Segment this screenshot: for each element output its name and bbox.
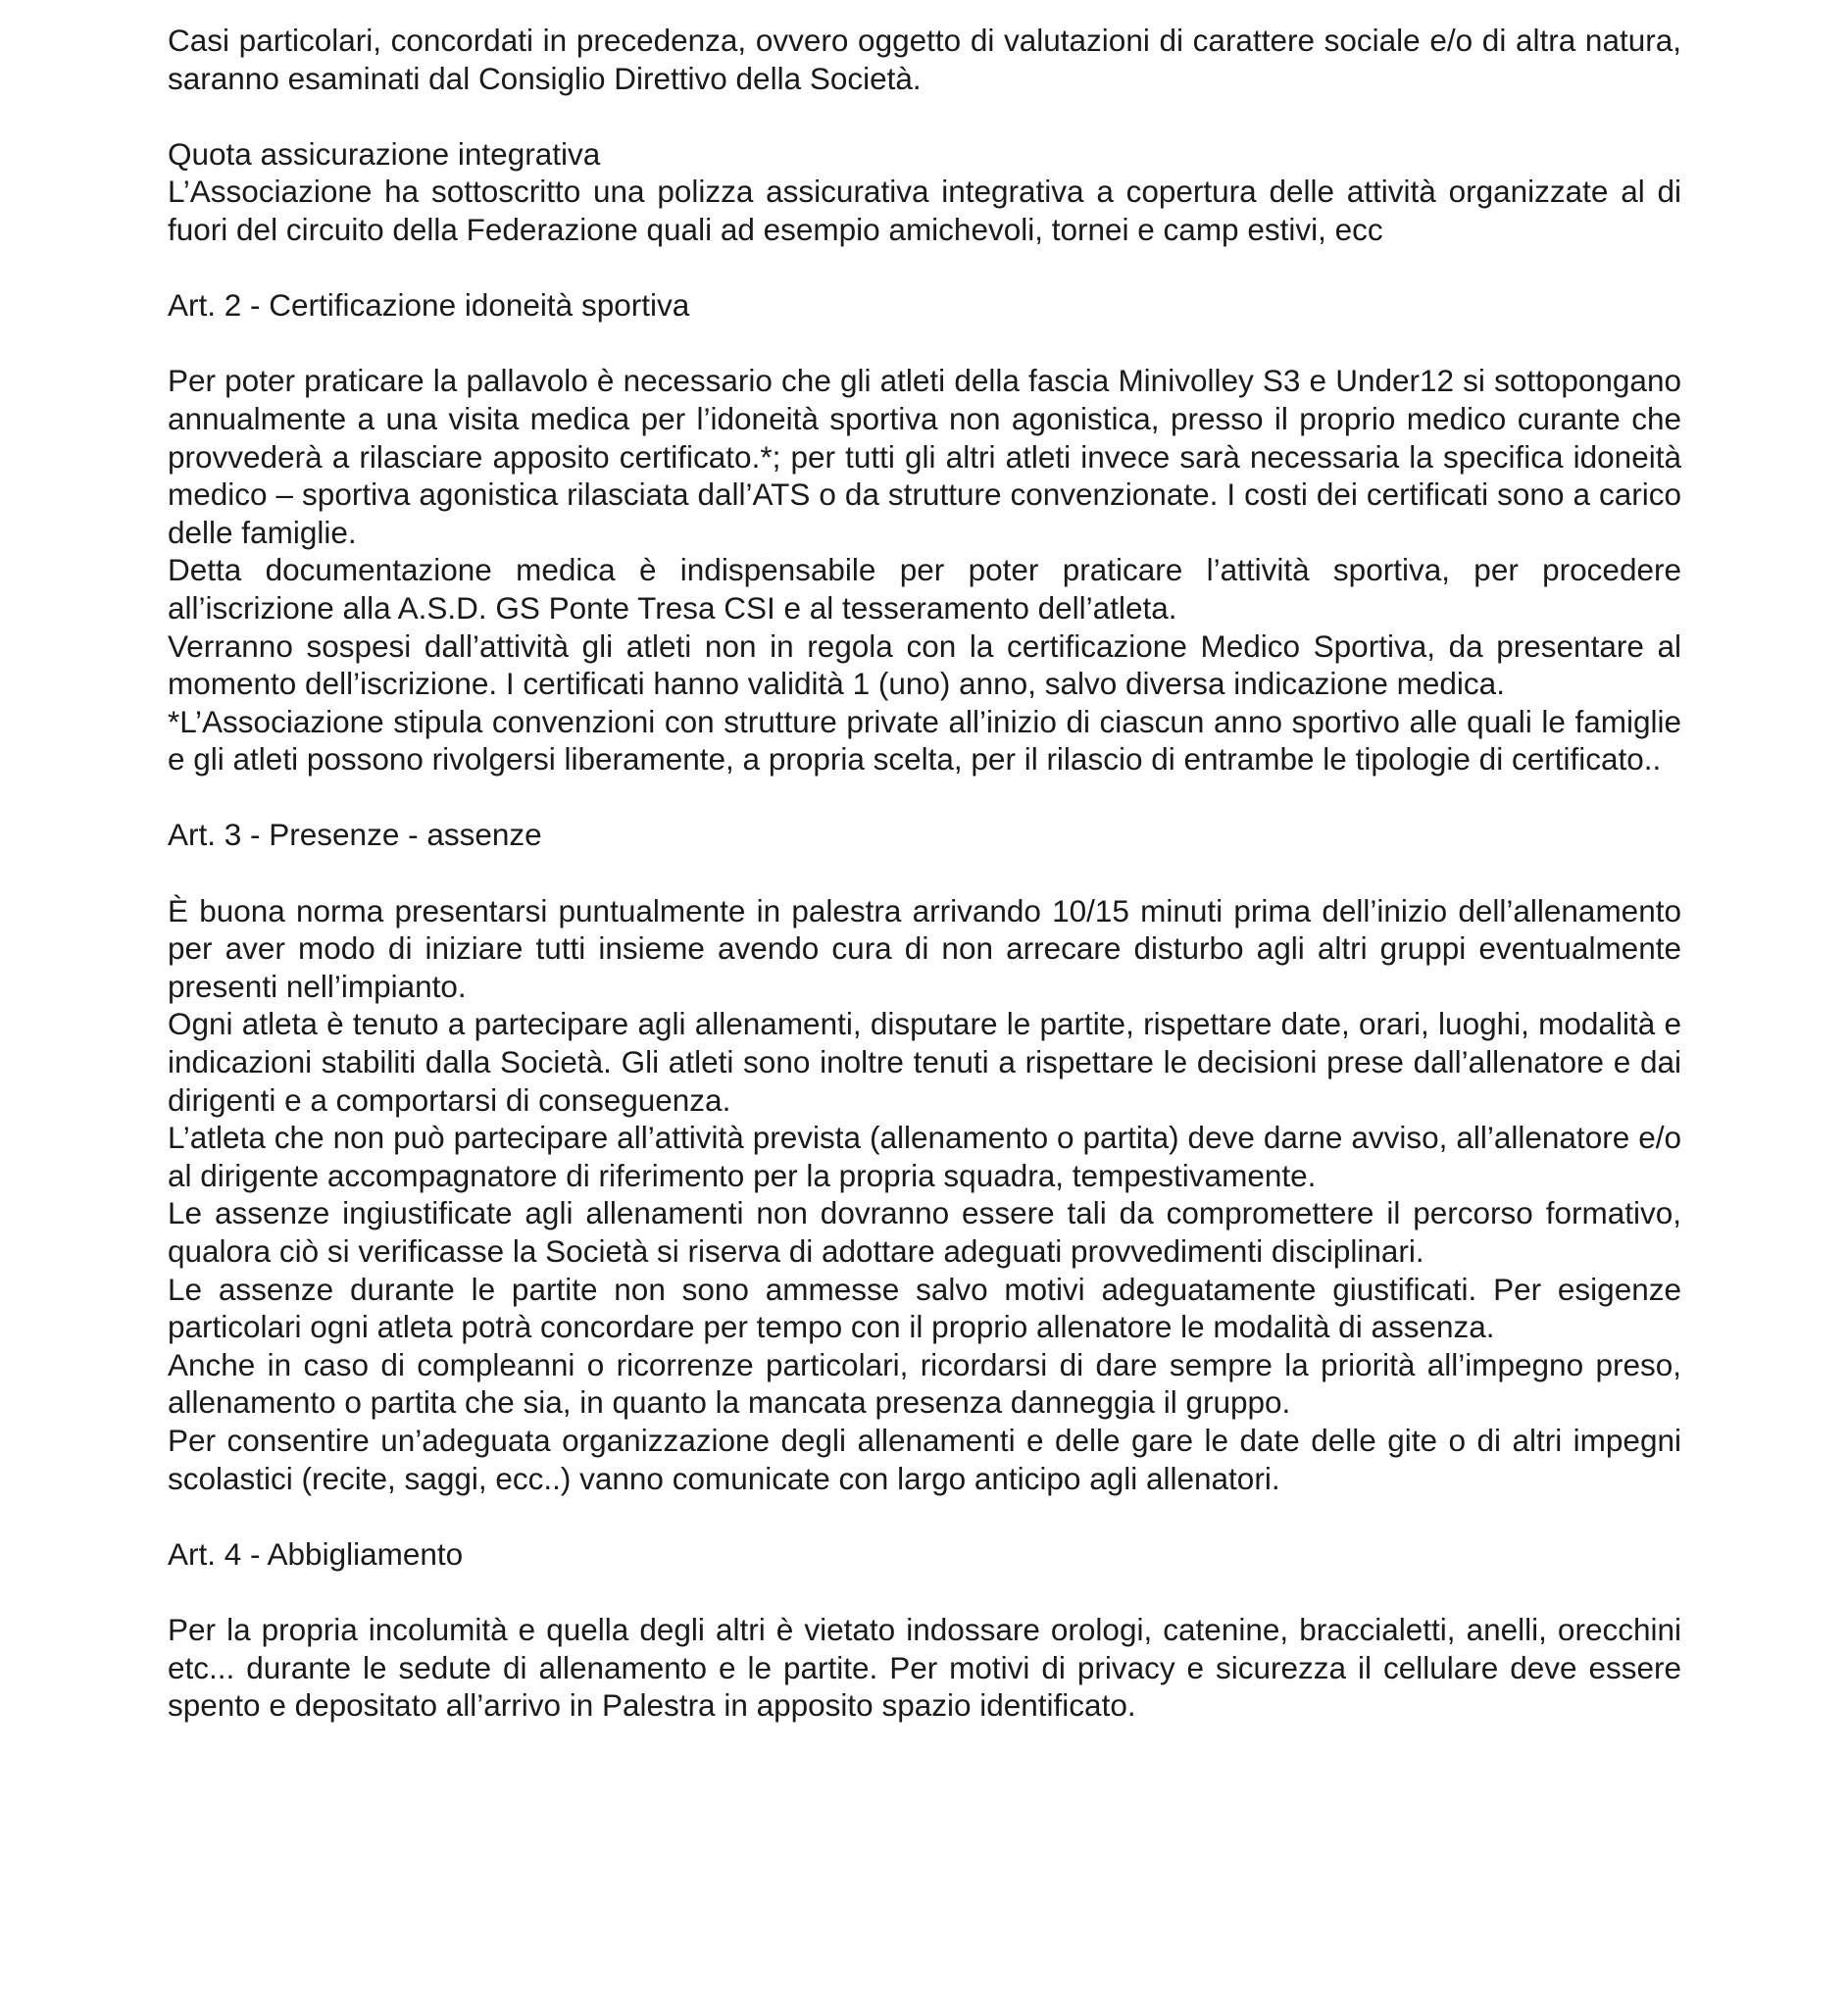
spacer [168,1573,1681,1611]
art2-heading: Art. 2 - Certificazione idoneità sportiva [168,287,690,324]
art3-paragraph-5: Le assenze durante le partite non sono ammesse salvo motivi adeguatamente giustificati. Per esigenze particolari ogni atleta potrà concordare per tempo con il proprio allenatore le modalità di assenza. [168,1271,1681,1345]
art2-paragraph-1: Per poter praticare la pallavolo è necessario che gli atleti della fascia Minivolley S3 e Under12 si sottopongano annualmente a una visita medica per l’idoneità sportiva non agonistica, presso il proprio medico curante che provvederà a rilasciare apposito certificato.*; per tutti gli altri atleti invece sarà necessaria la specifica idoneità medico – sportiva agonistica rilasciata dall’ATS o da strutture convenzionate. I costi dei certificati sono a carico delle famiglie. [168,363,1681,550]
spacer [168,325,1681,363]
art3-paragraph-4: Le assenze ingiustificate agli allenamenti non dovranno essere tali da compromettere il percorso formativo, qualora ciò si verificasse la Società si riserva di adottare adeguati provvedimenti disciplinari. [168,1195,1681,1269]
insurance-heading: Quota assicurazione integrativa [168,135,601,172]
art3-heading: Art. 3 - Presenze - assenze [168,817,542,853]
art3-paragraph-2: Ogni atleta è tenuto a partecipare agli allenamenti, disputare le partite, rispettare date, orari, luoghi, modalità e indicazioni stabiliti dalla Società. Gli atleti sono inoltre tenuti a rispettare le decisioni prese dall’allenatore e dai dirigenti e a comportarsi di conseguenza. [168,1006,1681,1118]
spacer [168,778,1681,817]
spacer [168,1497,1681,1535]
spacer [168,97,1681,135]
art3-paragraph-3: L’atleta che non può partecipare all’attività prevista (allenamento o partita) deve darne avviso, all’allenatore e/o al dirigente accompagnatore di riferimento per la propria squadra, tempestivamente. [168,1120,1681,1193]
intro-paragraph: Casi particolari, concordati in precedenza, ovvero oggetto di valutazioni di carattere sociale e/o di altra natura, saranno esaminati dal Consiglio Direttivo della Società. [168,23,1681,96]
art2-paragraph-3: Verranno sospesi dall’attività gli atleti non in regola con la certificazione Medico Sportiva, da presentare al momento dell’iscrizione. I certificati hanno validità 1 (uno) anno, salvo diversa indicazione medica. [168,627,1681,702]
art3-paragraph-6: Anche in caso di compleanni o ricorrenze particolari, ricordarsi di dare sempre la priorità all’impegno preso, allenamento o partita che sia, in quanto la mancata presenza danneggia il gruppo. [168,1346,1681,1421]
art2-paragraph-4: *L’Associazione stipula convenzioni con strutture private all’inizio di ciascun anno sportivo alle quali le famiglie e gli atleti possono rivolgersi liberamente, a propria scelta, per il rilascio di entrambe le tipologie di certificato.. [168,703,1681,777]
spacer [168,854,1681,892]
art4-paragraph-1: Per la propria incolumità e quella degli altri è vietato indossare orologi, catenine, braccialetti, anelli, orecchini etc... durante le sedute di allenamento e le partite. Per motivi di privacy e sicurezza il cellulare deve essere spento e depositato all’arrivo in Palestra in apposito spazio identificato. [168,1611,1681,1724]
insurance-paragraph: L’Associazione ha sottoscritto una polizza assicurativa integrativa a copertura delle attività organizzate al di fuori del circuito della Federazione quali ad esempio amichevoli, tornei e camp estivi, ecc [168,174,1681,247]
art3-paragraph-1: È buona norma presentarsi puntualmente in palestra arrivando 10/15 minuti prima dell’inizio dell’allenamento per aver modo di iniziare tutti insieme avendo cura di non arrecare disturbo agli altri gruppi eventualmente presenti nell’impianto. [168,892,1681,1004]
document-page [168,22,1681,1725]
art4-heading: Art. 4 - Abbigliamento [168,1535,464,1572]
art3-paragraph-7: Per consentire un’adeguata organizzazione degli allenamenti e delle gare le date delle gite o di altri impegni scolastici (recite, saggi, ecc..) vanno comunicate con largo anticipo agli allenatori. [168,1422,1681,1496]
spacer [168,249,1681,287]
art2-paragraph-2: Detta documentazione medica è indispensabile per poter praticare l’attività sportiva, per procedere all’iscrizione alla A.S.D. GS Ponte Tresa CSI e al tesseramento dell’atleta. [168,552,1681,626]
